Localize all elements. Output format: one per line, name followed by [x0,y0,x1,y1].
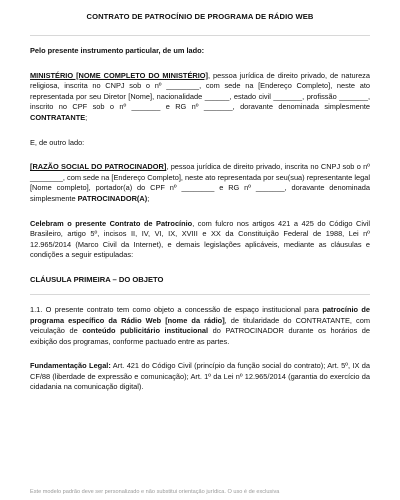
party2-end: ; [147,193,150,203]
fundamentacao-paragraph [30,361,370,393]
clause1-1-text2: , de titularidade do CONTRATANTE, com veiculação de [30,315,371,336]
party1-name: MINISTÉRIO [NOME COMPLETO DO MINISTÉRIO] [30,70,208,80]
clause1-1-paragraph [30,305,370,347]
celebram-paragraph [30,219,370,261]
intro-text: Pelo presente instrumento particular, de um lado: [30,46,205,55]
other-side-paragraph: E, de outro lado: [30,137,85,147]
party1-role: CONTRATANTE [30,112,86,122]
party2-text: , pessoa jurídica de direito privado, inscrita no CNPJ sob o nº ________, com sede na [Endereço Completo], neste ato representada por seu(sua) representante legal [Nome completo], portador(a) do CPF nº ________ e RG nº _______, doravante denominada simplesmente [30,162,370,203]
party1-end: ; [85,112,88,122]
disclaimer-footer: Este modelo padrão deve ser personalizado e não substitui orientação jurídica. O uso é de exclusiva [30,489,280,495]
party2-paragraph [30,162,370,204]
intro-paragraph [30,46,370,57]
celebram-text: , com fulcro nos artigos 421 a 425 do Código Civil Brasileiro, artigo 5º, incisos II, IV, VI, IX, XVIII e XX da Constituição Federal de 1988, Lei nº 12.965/2014 (Marco Civil da Internet), e demais legislações aplicáveis, mediante as cláusulas e condições a seguir estipuladas: [30,218,370,260]
clause1-title: CLÁUSULA PRIMEIRA – DO OBJETO [30,274,164,284]
fundamentacao-text: Art. 421 do Código Civil (princípio da função social do contrato); Art. 5º, IX da CF/88 (liberdade de expressão e comunicação); Art. 1º da Lei nº 12.965/2014 (garantia do exercício da cidadania na comunicação digital). [30,361,370,392]
title-divider [30,35,370,36]
clause1-1-bold1: patrocínio de programa específico da Rádio Web [nome da rádio] [30,304,370,325]
clause1-1-bold2: conteúdo publicitário institucional [82,326,209,336]
clause1-divider [30,294,370,295]
clause1-1-text1: 1.1. O presente contrato tem como objeto a concessão de espaço institucional para [30,304,323,314]
fundamentacao-label: Fundamentação Legal: [30,361,111,371]
party1-paragraph [30,71,370,124]
party2-role: PATROCINADOR(A) [77,193,148,203]
party2-name: [RAZÃO SOCIAL DO PATROCINADOR] [30,162,167,172]
document-title: CONTRATO DE PATROCÍNIO DE PROGRAMA DE RÁDIO WEB [86,12,314,21]
celebram-lead: Celebram o presente Contrato de Patrocínio [30,218,193,228]
clause1-1-text3: do PATROCINADOR durante os horários de exibição dos programas, conforme pactuado entre as partes. [30,326,371,346]
party1-text: , pessoa jurídica de direito privado, de natureza religiosa, inscrita no CNPJ sob o nº ________, com sede na [Endereço Completo], neste ato representada por seu Diretor [Nome], nacionalidade ______, estado civil _______, profissão _______, inscrito no CPF sob o nº _______ e RG nº _______, doravante denominada simplesmente [30,70,370,112]
